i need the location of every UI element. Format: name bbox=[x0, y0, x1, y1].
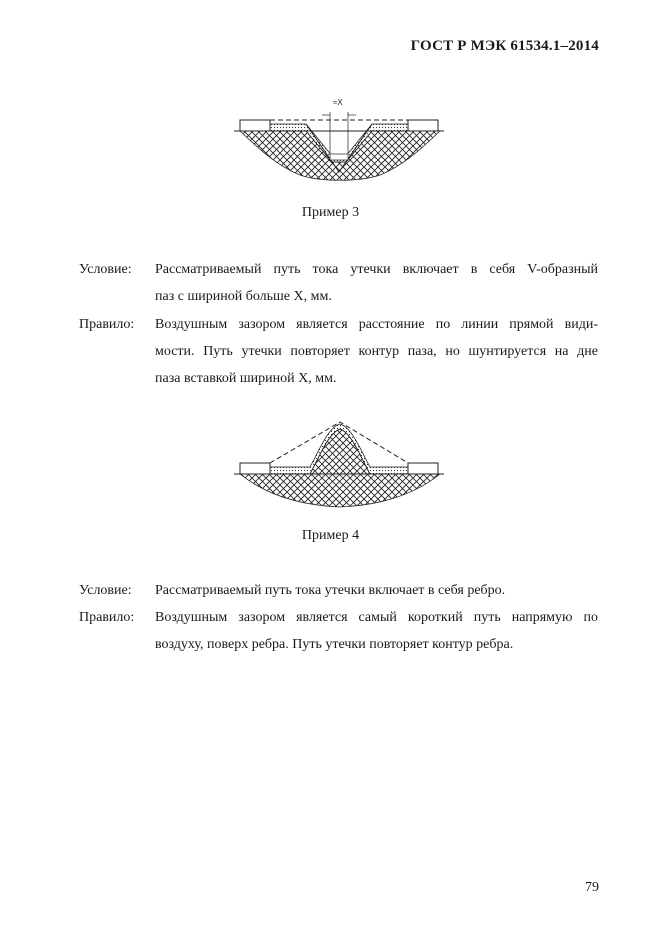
condition-label: Условие: bbox=[79, 262, 132, 277]
condition-text-line: Рассматриваемый путь тока утечки включает в себя V-образный bbox=[155, 262, 598, 277]
page-number: 79 bbox=[585, 880, 599, 895]
rule-text-line: воздуху, поверх ребра. Путь утечки повторяет контур ребра. bbox=[155, 637, 514, 652]
rule-text-line: Воздушным зазором является самый короткий путь напрямую по bbox=[155, 610, 598, 625]
rule-label: Правило: bbox=[79, 610, 135, 625]
figure-caption: Пример 4 bbox=[301, 528, 360, 543]
rule-text-line: Воздушным зазором является расстояние по линии прямой види- bbox=[155, 317, 598, 332]
condition-text-line: Рассматриваемый путь тока утечки включает в себя ребро. bbox=[155, 583, 506, 598]
shunt-insert bbox=[330, 154, 348, 160]
conductor-right bbox=[408, 120, 438, 131]
condition-label: Условие: bbox=[79, 583, 132, 598]
rule-text-line: мости. Путь утечки повторяет контур паза, но шунтируется на дне bbox=[155, 344, 598, 359]
conductor-right bbox=[408, 463, 438, 474]
figure-example-3 bbox=[0, 90, 661, 190]
rule-text-line: паза вставкой шириной X, мм. bbox=[155, 371, 337, 386]
conductor-left bbox=[240, 120, 270, 131]
document-header: ГОСТ Р МЭК 61534.1–2014 bbox=[410, 38, 599, 54]
figure-example-4 bbox=[0, 415, 661, 515]
rule-label: Правило: bbox=[79, 317, 135, 332]
figure-caption: Пример 3 bbox=[301, 205, 360, 220]
x-label: ≈X bbox=[333, 98, 343, 107]
conductor-left bbox=[240, 463, 270, 474]
condition-text-line: паз с шириной больше X, мм. bbox=[155, 289, 332, 304]
